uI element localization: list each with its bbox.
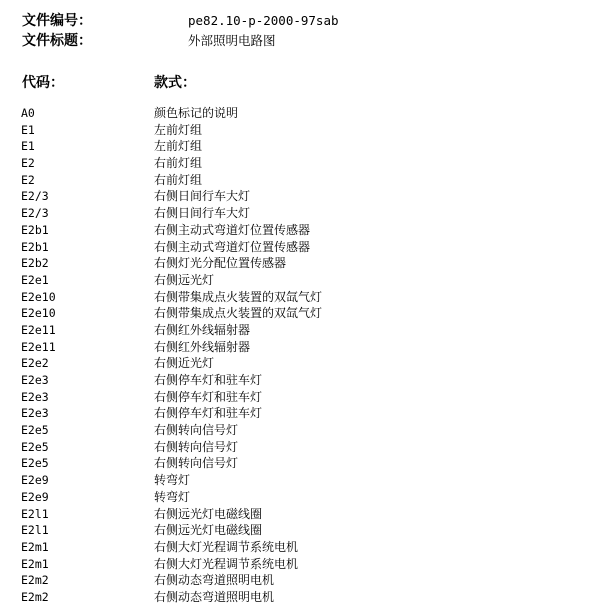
doc-title-value: 外部照明电路图	[188, 33, 276, 48]
list-item	[0, 172, 600, 189]
component-description: 右侧大灯光程调节系统电机	[154, 539, 299, 554]
list-item	[0, 205, 600, 222]
component-description: 右侧停车灯和驻车灯	[154, 406, 263, 421]
component-description: 右侧近光灯	[154, 356, 215, 371]
component-code: E2e9	[21, 473, 49, 488]
component-description: 右侧大灯光程调节系统电机	[154, 556, 299, 571]
list-item	[0, 155, 600, 172]
list-item	[0, 572, 600, 589]
component-description: 右侧停车灯和驻车灯	[154, 373, 263, 387]
component-code: E2/3	[21, 206, 49, 221]
component-description: 右侧红外线辐射器	[154, 339, 251, 354]
component-description: 右侧远光灯	[154, 272, 215, 287]
component-code: E2l1	[21, 506, 49, 521]
list-item	[0, 472, 600, 489]
component-description: 转弯灯	[154, 473, 191, 488]
list-item	[0, 138, 600, 155]
list-item	[0, 589, 600, 606]
component-code: E2	[21, 172, 35, 187]
list-item	[0, 506, 600, 523]
component-code: E2m2	[21, 589, 49, 604]
component-code: E2m2	[21, 573, 49, 588]
component-description: 右侧动态弯道照明电机	[154, 589, 275, 604]
list-item	[0, 355, 600, 372]
component-code: E2e5	[21, 439, 49, 454]
component-description: 颜色标记的说明	[154, 106, 239, 120]
component-code: E2e5	[21, 423, 49, 438]
component-description: 右前灯组	[154, 156, 203, 171]
component-code: E2b2	[21, 256, 49, 271]
component-list	[0, 105, 600, 606]
doc-title-label: 文件标题：	[22, 33, 92, 49]
component-description: 右侧转向信号灯	[154, 456, 239, 471]
component-code: E1	[21, 122, 35, 137]
component-code: E2b1	[21, 222, 49, 237]
component-code: E2e2	[21, 356, 49, 371]
code-column-header: 代码：	[22, 75, 64, 91]
list-item	[0, 489, 600, 506]
component-description: 右侧远光灯电磁线圈	[154, 523, 263, 538]
list-item	[0, 405, 600, 422]
component-code: E2	[21, 156, 35, 171]
list-item	[0, 255, 600, 272]
component-description: 右侧红外线辐射器	[154, 322, 251, 337]
list-item	[0, 339, 600, 356]
list-item	[0, 272, 600, 289]
component-code: E2e11	[21, 339, 56, 354]
component-description: 右前灯组	[154, 172, 203, 187]
component-code: E2e10	[21, 306, 56, 321]
component-description: 右侧转向信号灯	[154, 439, 239, 454]
component-code: E1	[21, 139, 35, 154]
component-description: 右侧带集成点火装置的双氙气灯	[154, 306, 323, 321]
list-item	[0, 305, 600, 322]
component-description: 右侧主动式弯道灯位置传感器	[154, 222, 311, 237]
component-code: E2l1	[21, 523, 49, 538]
list-item	[0, 122, 600, 139]
component-description: 转弯灯	[154, 489, 191, 504]
component-description: 右侧带集成点火装置的双氙气灯	[154, 289, 323, 304]
component-code: E2e3	[21, 373, 49, 387]
component-description: 右侧转向信号灯	[154, 423, 239, 438]
desc-column-header: 款式：	[154, 75, 196, 91]
component-code: E2e3	[21, 389, 49, 404]
component-code: E2e1	[21, 272, 49, 287]
doc-number-value: pe82.10-p-2000-97sab	[188, 13, 339, 28]
component-code: E2e5	[21, 456, 49, 471]
component-code: E2m1	[21, 539, 49, 554]
list-item	[0, 422, 600, 439]
component-code: E2e10	[21, 289, 56, 304]
component-code: E2b1	[21, 239, 49, 254]
list-item	[0, 222, 600, 239]
list-item	[0, 556, 600, 573]
list-item	[0, 239, 600, 256]
component-description: 右侧日间行车大灯	[154, 206, 251, 221]
list-item	[0, 372, 600, 389]
list-item	[0, 289, 600, 306]
component-description: 右侧灯光分配位置传感器	[154, 256, 287, 271]
list-item	[0, 105, 600, 122]
component-description: 左前灯组	[154, 122, 203, 137]
doc-number-label: 文件编号：	[22, 13, 92, 29]
list-item	[0, 522, 600, 539]
list-item	[0, 539, 600, 556]
component-code: E2e3	[21, 406, 49, 421]
list-item	[0, 322, 600, 339]
component-code: E2m1	[21, 556, 49, 571]
component-code: A0	[21, 106, 35, 120]
component-code: E2e11	[21, 322, 56, 337]
list-item	[0, 439, 600, 456]
list-item	[0, 188, 600, 205]
component-description: 右侧动态弯道照明电机	[154, 573, 275, 588]
list-item	[0, 389, 600, 406]
component-description: 右侧日间行车大灯	[154, 189, 251, 204]
component-code: E2e9	[21, 489, 49, 504]
list-item	[0, 455, 600, 472]
component-description: 左前灯组	[154, 139, 203, 154]
component-description: 右侧停车灯和驻车灯	[154, 389, 263, 404]
component-description: 右侧远光灯电磁线圈	[154, 506, 263, 521]
component-code: E2/3	[21, 189, 49, 204]
component-description: 右侧主动式弯道灯位置传感器	[154, 239, 311, 254]
